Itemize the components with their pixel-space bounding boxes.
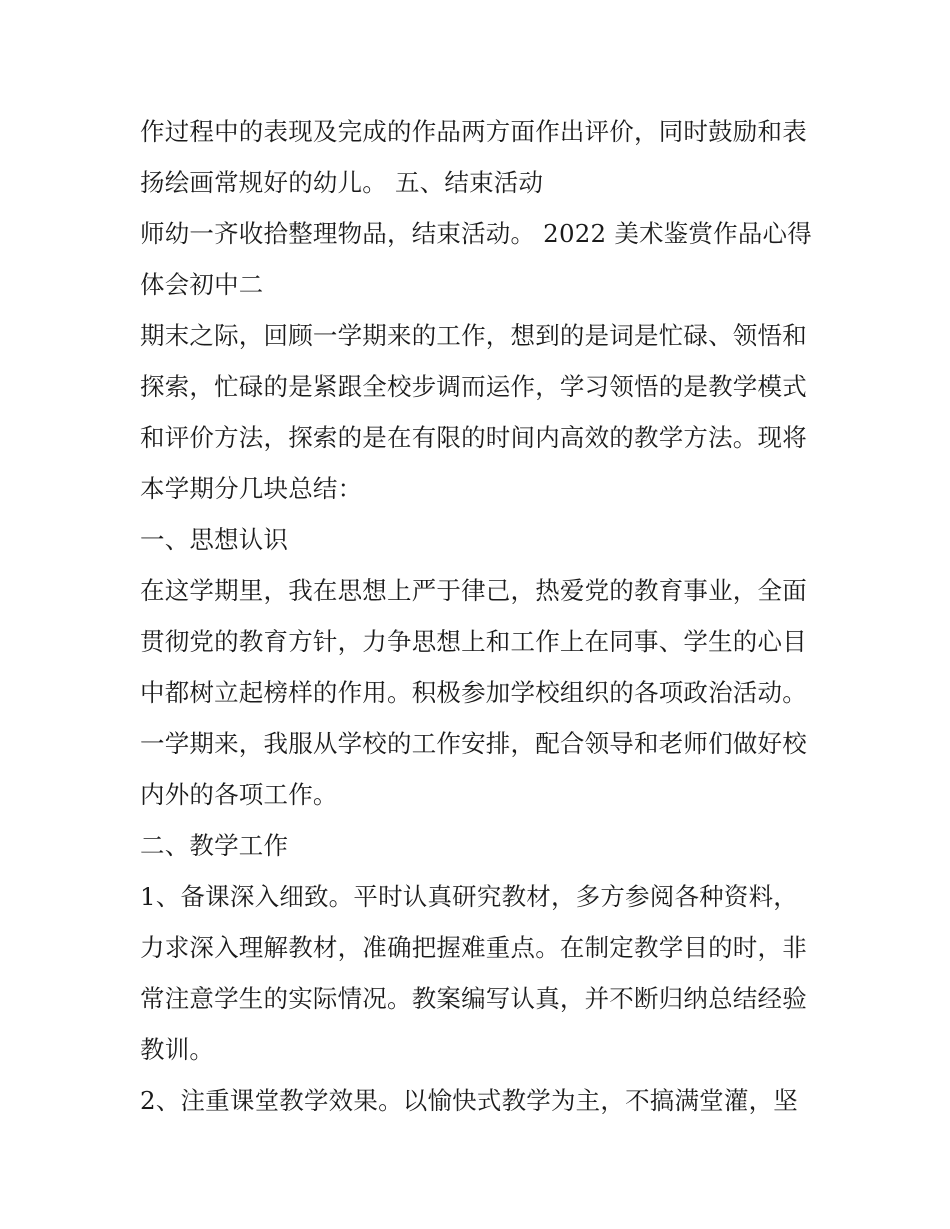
text-line: 1、备课深入细致。平时认真研究教材，多方参阅各种资料，	[140, 882, 798, 911]
text-line: 内外的各项工作。	[140, 780, 338, 809]
section-heading: 一、思想认识	[140, 525, 289, 554]
text-line: 师幼一齐收拾整理物品，结束活动。 2022 美术鉴赏作品心得	[140, 219, 812, 248]
text-line: 和评价方法，探索的是在有限的时间内高效的教学方法。现将	[140, 423, 807, 452]
section-heading: 二、教学工作	[140, 831, 289, 860]
text-line: 2、注重课堂教学效果。以愉快式教学为主，不搞满堂灌，坚	[140, 1086, 798, 1115]
text-line: 作过程中的表现及完成的作品两方面作出评价，同时鼓励和表	[140, 117, 807, 146]
text-line: 扬绘画常规好的幼儿。 五、结束活动	[140, 168, 544, 197]
text-line: 一学期来，我服从学校的工作安排，配合领导和老师们做好校	[140, 729, 807, 758]
text-line: 贯彻党的教育方针，力争思想上和工作上在同事、学生的心目	[140, 627, 807, 656]
text-line: 体会初中二	[140, 270, 264, 299]
text-line: 力求深入理解教材，准确把握难重点。在制定教学目的时，非	[140, 933, 807, 962]
text-line: 教训。	[140, 1035, 215, 1064]
text-line: 本学期分几块总结：	[140, 474, 363, 503]
text-line: 期末之际，回顾一学期来的工作，想到的是词是忙碌、领悟和	[140, 321, 807, 350]
text-line: 中都树立起榜样的作用。积极参加学校组织的各项政治活动。	[140, 678, 807, 707]
document-body	[140, 106, 820, 1126]
text-line: 探索，忙碌的是紧跟全校步调而运作，学习领悟的是教学模式	[140, 372, 807, 401]
text-line: 在这学期里，我在思想上严于律己，热爱党的教育事业，全面	[140, 576, 807, 605]
text-line: 常注意学生的实际情况。教案编写认真，并不断归纳总结经验	[140, 984, 807, 1013]
